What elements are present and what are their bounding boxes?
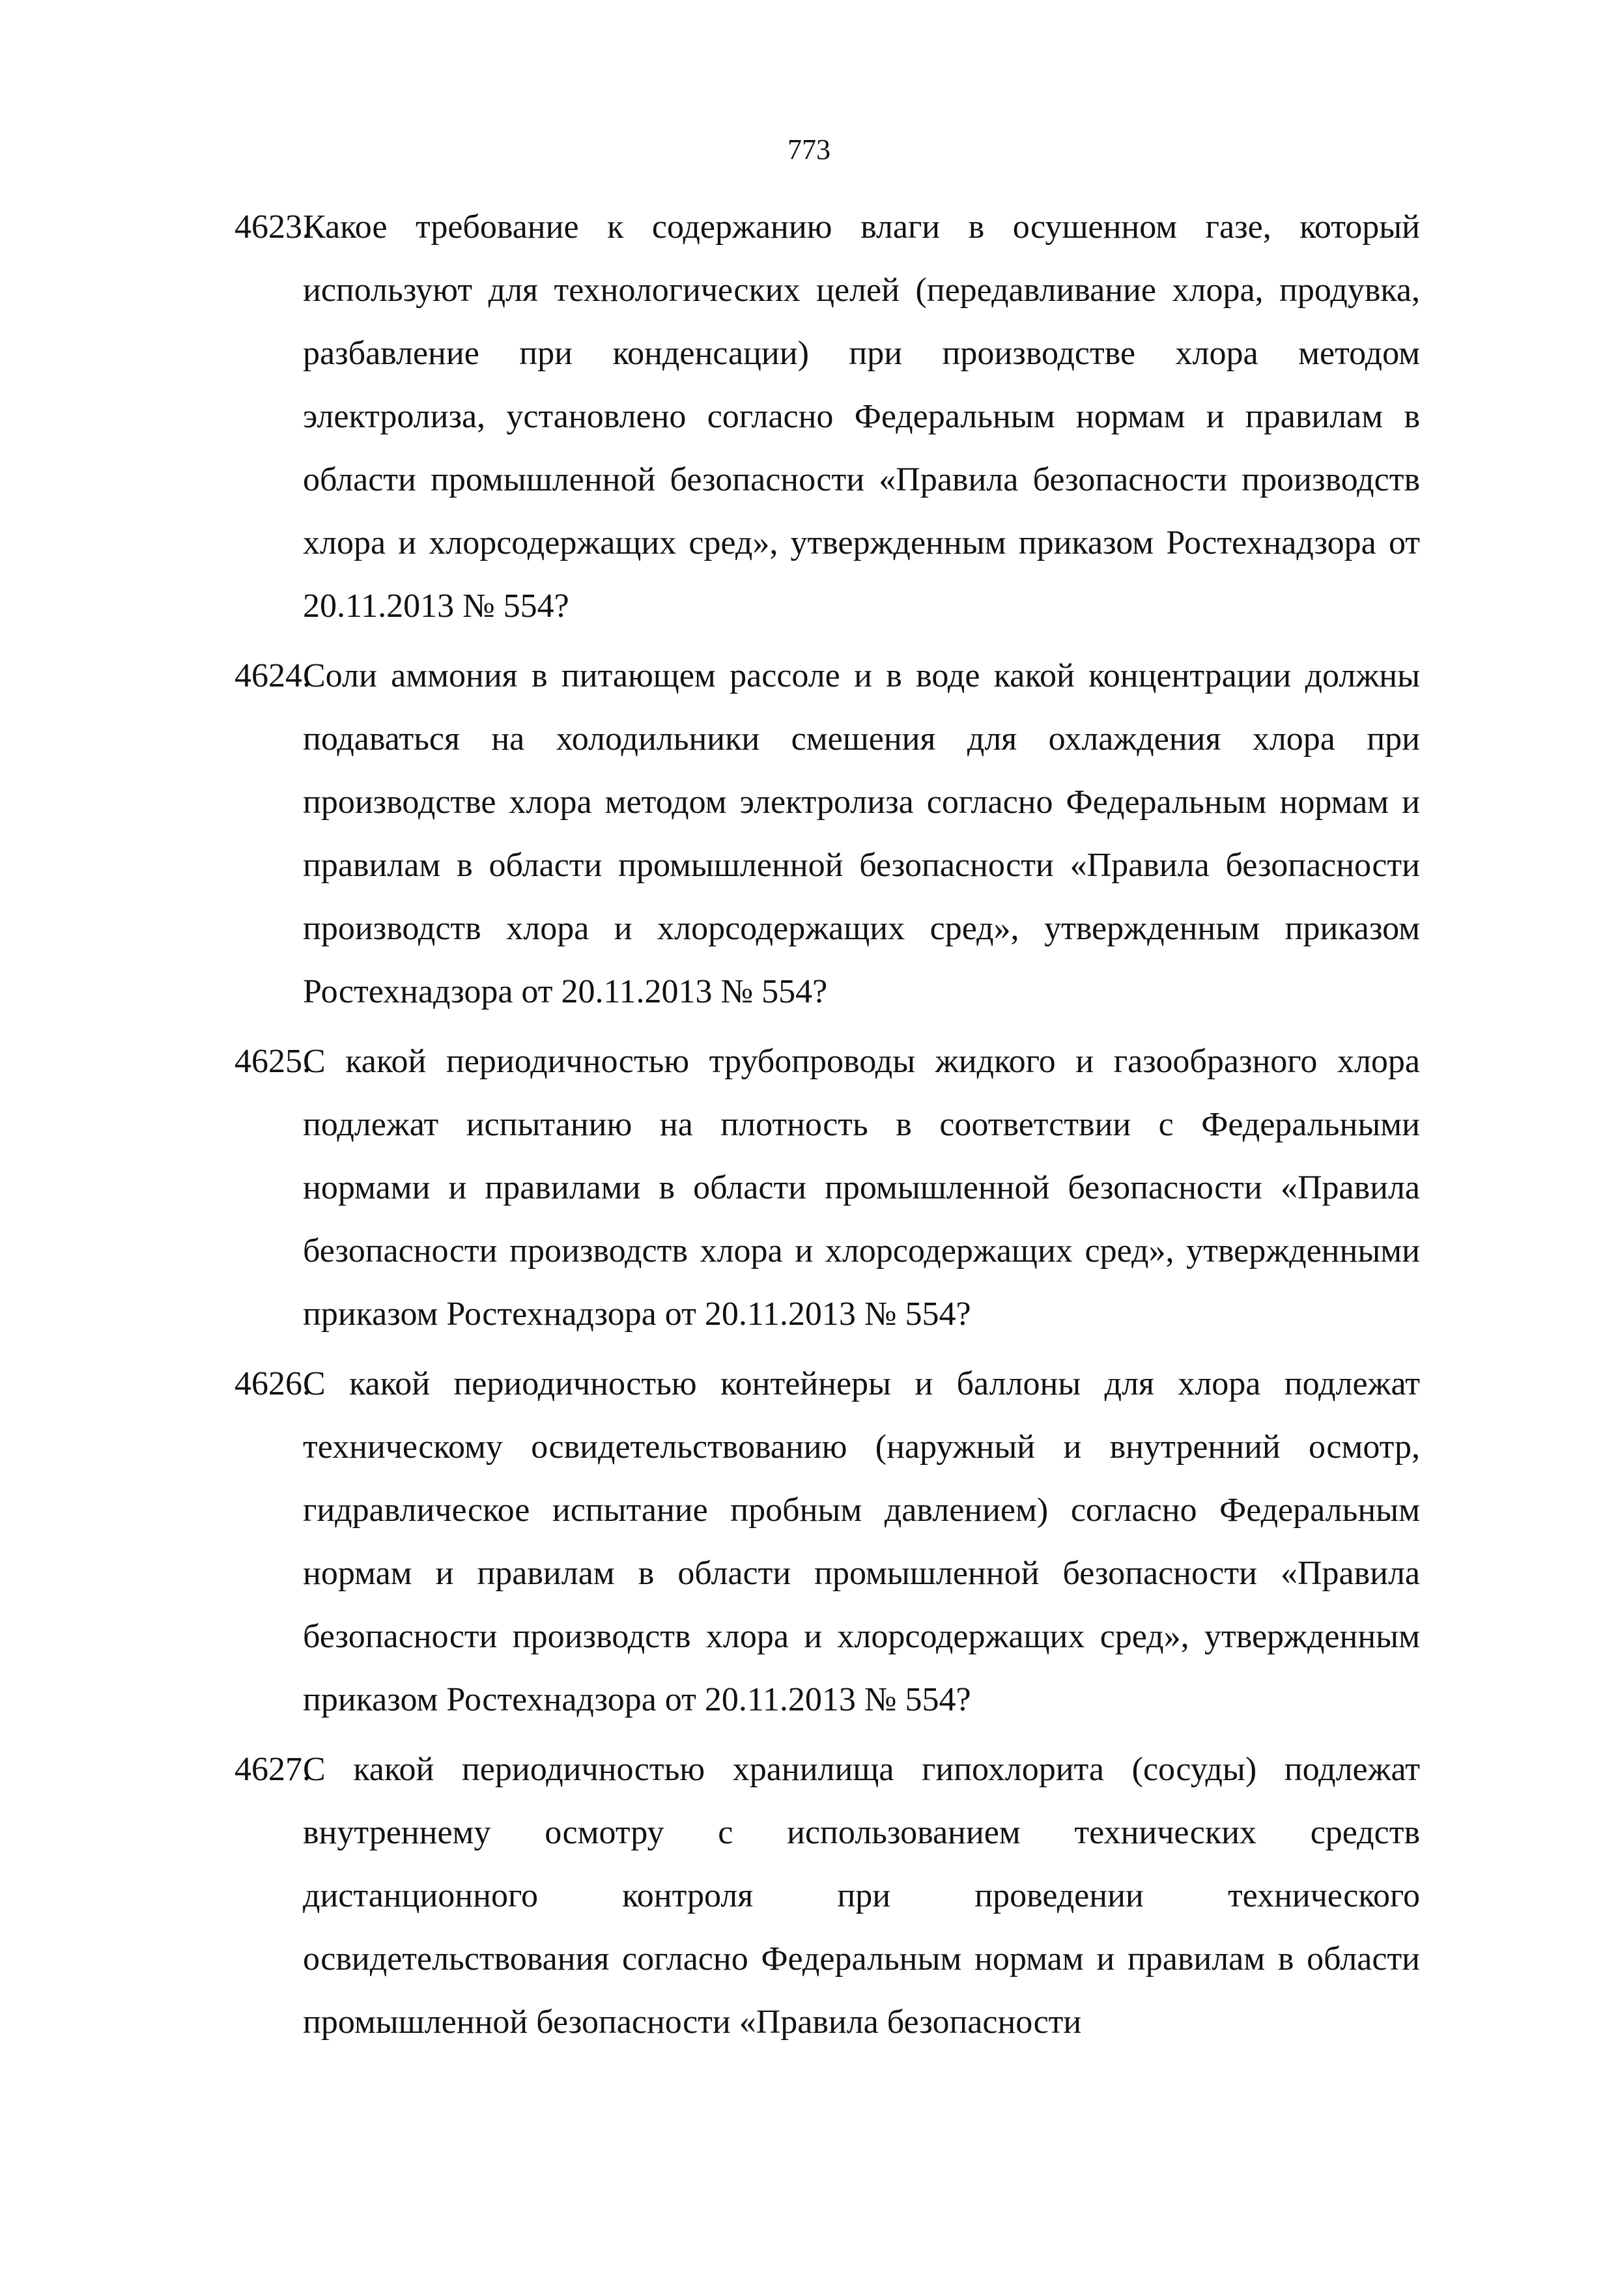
- question-number: 4624.: [234, 657, 311, 694]
- question-item: [234, 1738, 1420, 2054]
- question-item: [234, 644, 1420, 1023]
- question-text: Соли аммония в питающем рассоле и в воде какой концентрации должны подаваться на холодильники смешения для охлаждения хлора при производстве хлора методом электролиза согласно Федеральным нормам и правилам в области промышленной безопасности «Правила безопасности производств хлора и хлорсодержащих сред», утвержденным приказом Ростехнадзора от 20.11.2013 № 554?: [303, 657, 1420, 1010]
- question-number: 4626.: [234, 1365, 311, 1402]
- question-number: 4625.: [234, 1043, 311, 1080]
- question-text: С какой периодичностью хранилища гипохлорита (сосуды) подлежат внутреннему осмотру с использованием технических средств дистанционного контроля при проведении технического освидетельствования согласно Федеральным нормам и правилам в области промышленной безопасности «Правила безопасности: [303, 1751, 1420, 2041]
- question-number: 4623.: [234, 208, 311, 246]
- question-item: [234, 1352, 1420, 1731]
- question-text: С какой периодичностью контейнеры и баллоны для хлора подлежат техническому освидетельствованию (наружный и внутренний осмотр, гидравлическое испытание пробным давлением) согласно Федеральным нормам и правилам в области промышленной безопасности «Правила безопасности производств хлора и хлорсодержащих сред», утвержденным приказом Ростехнадзора от 20.11.2013 № 554?: [303, 1365, 1420, 1718]
- question-item: [234, 1030, 1420, 1346]
- question-item: [234, 195, 1420, 638]
- question-text: С какой периодичностью трубопроводы жидкого и газообразного хлора подлежат испытанию на плотность в соответствии с Федеральными нормами и правилами в области промышленной безопасности «Правила безопасности производств хлора и хлорсодержащих сред», утвержденными приказом Ростехнадзора от 20.11.2013 № 554?: [303, 1043, 1420, 1333]
- question-number: 4627.: [234, 1751, 311, 1788]
- page-number: 773: [788, 134, 830, 165]
- question-list: [234, 195, 1420, 2060]
- question-text: Какое требование к содержанию влаги в осушенном газе, который используют для технологических целей (передавливание хлора, продувка, разбавление при конденсации) при производстве хлора методом электролиза, установлено согласно Федеральным нормам и правилам в области промышленной безопасности «Правила безопасности производств хлора и хлорсодержащих сред», утвержденным приказом Ростехнадзора от 20.11.2013 № 554?: [303, 208, 1420, 625]
